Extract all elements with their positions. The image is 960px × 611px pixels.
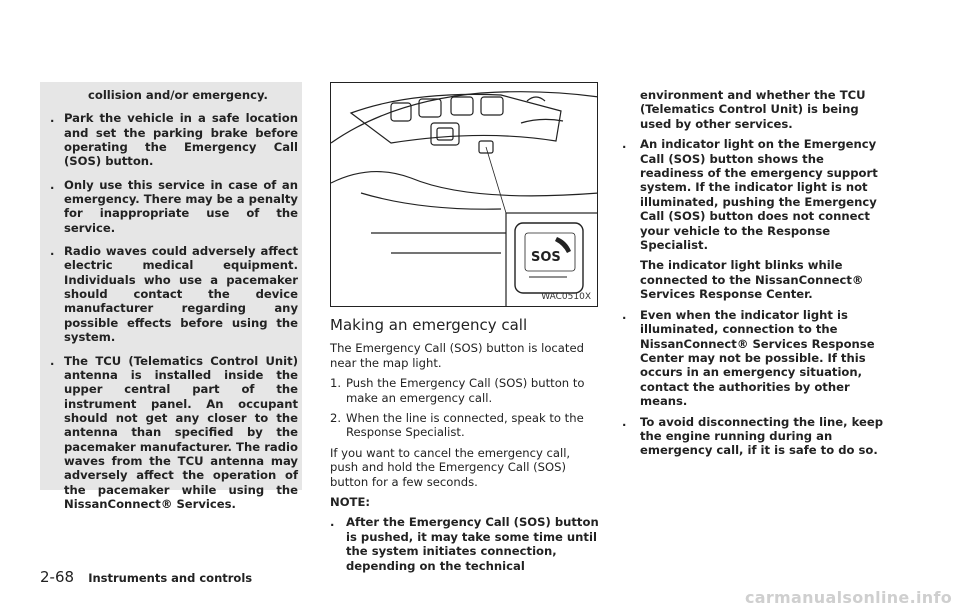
console-drawing	[331, 83, 598, 307]
list-item: . Radio waves could adversely affect electric medical equipment. Individuals who use a pacemaker should contact the device manufacturer regarding any possible effects before using the system.	[50, 244, 298, 345]
step-item: 1. Push the Emergency Call (SOS) button to make an emergency call.	[330, 376, 585, 405]
continuation-text: environment and whether the TCU (Telematics Control Unit) is being used by other services.	[640, 88, 866, 131]
section-heading: Making an emergency call	[330, 316, 528, 334]
note-label: NOTE:	[330, 495, 371, 510]
warning-text	[50, 88, 298, 511]
step-item: 2. When the line is connected, speak to the Response Specialist.	[330, 411, 584, 440]
list-item: . The TCU (Telematics Control Unit) antenna is installed inside the upper central part of the instrument panel. An occupant should not get any closer to the antenna than specified by the pacemaker manufacturer. The radio waves from the TCU antenna may adversely affect the operation of the pacemaker while using the NissanConnect® Services.	[50, 353, 298, 511]
sos-label: SOS	[531, 250, 561, 265]
note-bullet: . After the Emergency Call (SOS) button is pushed, it may take some time until the system initiates connection, depending on the technical	[330, 515, 599, 573]
continuation-text: collision and/or emergency.	[88, 88, 268, 102]
middle-column	[330, 318, 600, 573]
page-number: 2-68	[40, 568, 75, 586]
overhead-console-illustration	[330, 82, 598, 307]
watermark: carmanualsonline.info	[744, 588, 952, 607]
page-footer	[40, 568, 252, 586]
section-title: Instruments and controls	[88, 571, 253, 585]
list-item: . An indicator light on the Emergency Call (SOS) button shows the readiness of the emergency support system. If the indicator light is not illuminated, pushing the Emergency Call (SOS) button does not connect your vehicle to the Response Specialist.	[622, 137, 878, 253]
right-column	[622, 88, 890, 458]
intro-text: The Emergency Call (SOS) button is located near the map light.	[330, 341, 584, 370]
list-item: . Only use this service in case of an emergency. There may be a penalty for inappropriate use of the service.	[50, 177, 298, 235]
figure-label: WAC0510X	[541, 292, 591, 302]
list-item: . To avoid disconnecting the line, keep the engine running during an emergency call, if it is safe to do so.	[622, 414, 884, 458]
cancel-text: If you want to cancel the emergency call, push and hold the Emergency Call (SOS) button for a few seconds.	[330, 445, 571, 489]
sub-paragraph: The indicator light blinks while connected to the NissanConnect® Services Response Center.	[640, 258, 864, 302]
list-item: . Even when the indicator light is illuminated, connection to the NissanConnect® Services Response Center may not be possible. If this occurs in an emergency situation, contact the authorities by other means.	[622, 307, 875, 409]
list-item: . Park the vehicle in a safe location and set the parking brake before operating the Emergency Call (SOS) button.	[50, 111, 298, 169]
